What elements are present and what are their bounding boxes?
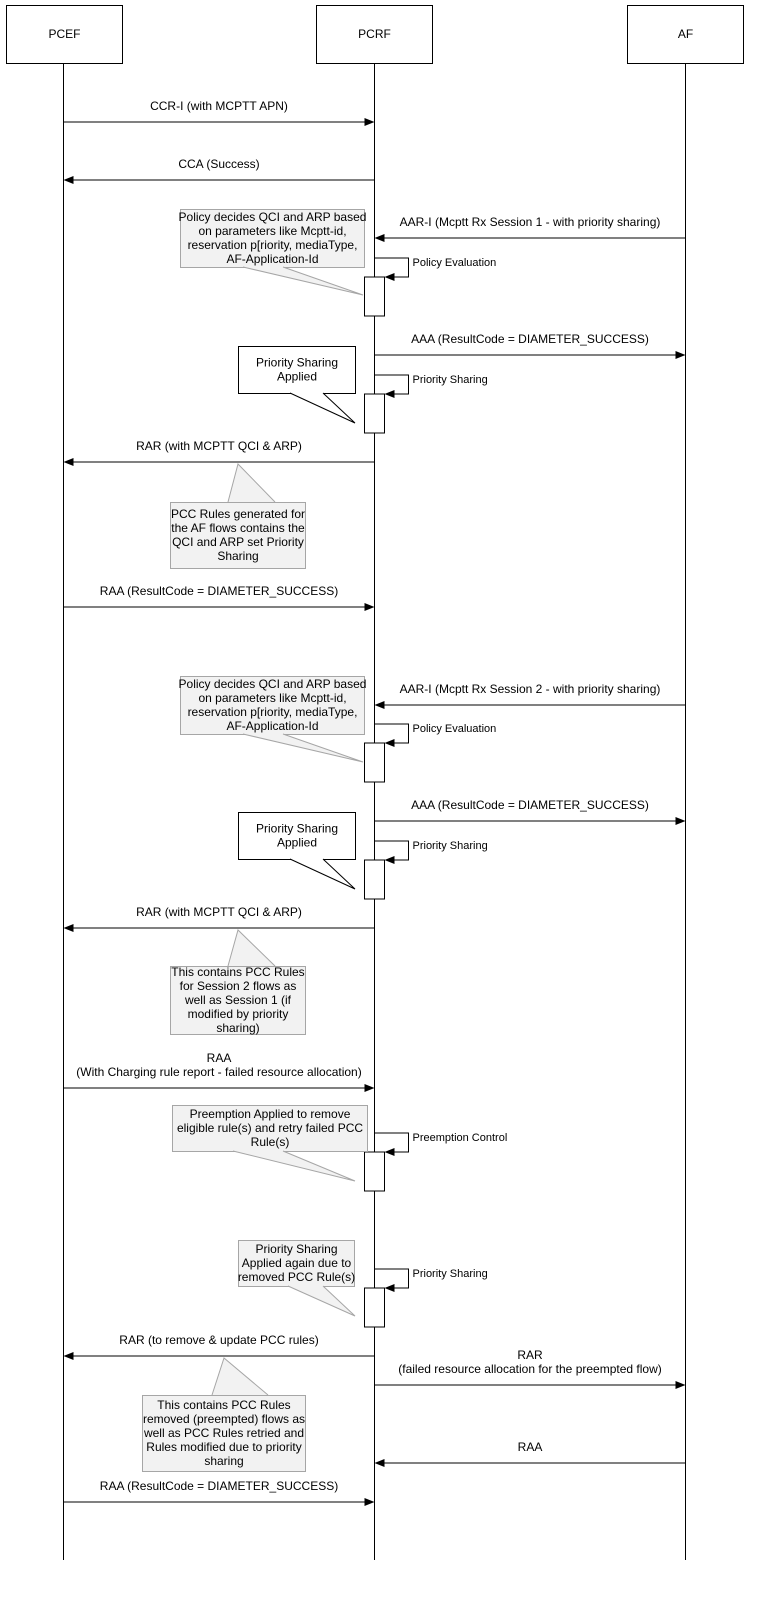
self-call-arrow xyxy=(375,375,409,394)
note-text: Applied xyxy=(276,835,318,850)
activation-box xyxy=(365,277,385,316)
note-text: Sharing xyxy=(217,549,259,563)
note-text: Applied again due to xyxy=(241,1256,352,1270)
self-call-arrow xyxy=(375,724,409,743)
note-text: Policy decides QCI and ARP based xyxy=(178,210,367,224)
note-text: removed (preempted) flows as xyxy=(142,1412,306,1426)
note-pointer xyxy=(243,267,363,295)
self-call-arrow xyxy=(375,841,409,860)
message-label: AAA (ResultCode = DIAMETER_SUCCESS) xyxy=(411,332,649,346)
note-text: on parameters like Mcptt-id, xyxy=(198,691,347,705)
note-pointer-fill xyxy=(228,464,275,502)
message-label: RAR (with MCPTT QCI & ARP) xyxy=(136,439,302,453)
participant-label-pcef: PCEF xyxy=(48,27,81,41)
self-call-label: Policy Evaluation xyxy=(412,723,497,735)
note-text: Priority Sharing xyxy=(255,355,339,370)
note-text: Priority Sharing xyxy=(255,1242,338,1256)
activation-box xyxy=(365,1152,385,1191)
note-pointer-fill xyxy=(212,1358,268,1395)
note-text: reservation p[riority, mediaType, xyxy=(187,705,358,719)
message-label: AAR-I (Mcptt Rx Session 1 - with priority sharing) xyxy=(399,215,661,229)
self-call-label: Priority Sharing xyxy=(412,374,488,386)
message-label: (failed resource allocation for the preempted flow) xyxy=(398,1362,662,1376)
note-text: for Session 2 flows as xyxy=(179,979,297,993)
note-text: well as PCC Rules retried and xyxy=(143,1426,305,1440)
note-text: QCI and ARP set Priority xyxy=(172,535,304,549)
message-label: RAA (ResultCode = DIAMETER_SUCCESS) xyxy=(99,584,339,598)
note-text: on parameters like Mcptt-id, xyxy=(198,224,347,238)
activation-box xyxy=(365,1288,385,1327)
self-call-arrow xyxy=(375,1133,409,1152)
message-label: AAA (ResultCode = DIAMETER_SUCCESS) xyxy=(411,798,649,812)
note-text: AF-Application-Id xyxy=(226,252,319,266)
message-label: RAR xyxy=(517,1348,543,1362)
message-label: CCA (Success) xyxy=(178,157,260,171)
self-call-arrow xyxy=(375,258,409,277)
message-label: (With Charging rule report - failed resource allocation) xyxy=(76,1065,362,1079)
note-text: Rule(s) xyxy=(250,1135,290,1149)
self-call-label: Preemption Control xyxy=(412,1132,508,1144)
note-pointer-fill xyxy=(228,930,275,966)
activation-box xyxy=(365,860,385,899)
self-call-label: Policy Evaluation xyxy=(412,257,497,269)
participant-label-pcrf: PCRF xyxy=(358,27,391,41)
note-text: Policy decides QCI and ARP based xyxy=(178,677,367,691)
note-text: Preemption Applied to remove xyxy=(189,1107,351,1121)
note-text: This contains PCC Rules xyxy=(171,965,305,979)
note-text: eligible rule(s) and retry failed PCC xyxy=(176,1121,364,1135)
note-text: sharing) xyxy=(216,1021,260,1035)
message-label: CCR-I (with MCPTT APN) xyxy=(150,99,288,113)
activation-box xyxy=(365,394,385,433)
message-label: RAR (to remove & update PCC rules) xyxy=(119,1333,319,1347)
note-text: the AF flows contains the xyxy=(171,521,305,535)
self-call-label: Priority Sharing xyxy=(412,1268,488,1280)
message-label: RAA (ResultCode = DIAMETER_SUCCESS) xyxy=(99,1479,339,1493)
note-text: PCC Rules generated for xyxy=(170,507,306,521)
message-label: RAA xyxy=(206,1051,232,1065)
note-pointer xyxy=(243,734,363,762)
note-text: Applied xyxy=(276,369,318,384)
note-text: well as Session 1 (if xyxy=(184,993,292,1007)
note-text: Rules modified due to priority xyxy=(146,1440,302,1454)
activation-box xyxy=(365,743,385,782)
note-pointer xyxy=(233,1151,355,1181)
message-label: AAR-I (Mcptt Rx Session 2 - with priority sharing) xyxy=(399,682,661,696)
message-label: RAR (with MCPTT QCI & ARP) xyxy=(136,905,302,919)
note-text: This contains PCC Rules xyxy=(157,1398,291,1412)
participant-label-af: AF xyxy=(677,27,694,41)
note-text: modified by priority xyxy=(187,1007,289,1021)
note-text: Priority Sharing xyxy=(255,821,339,836)
note-text: reservation p[riority, mediaType, xyxy=(187,238,358,252)
note-text: removed PCC Rule(s) xyxy=(237,1270,356,1284)
note-text: sharing xyxy=(204,1454,244,1468)
self-call-label: Priority Sharing xyxy=(412,840,488,852)
self-call-arrow xyxy=(375,1269,409,1288)
message-label: RAA xyxy=(517,1440,543,1454)
note-text: AF-Application-Id xyxy=(226,719,319,733)
